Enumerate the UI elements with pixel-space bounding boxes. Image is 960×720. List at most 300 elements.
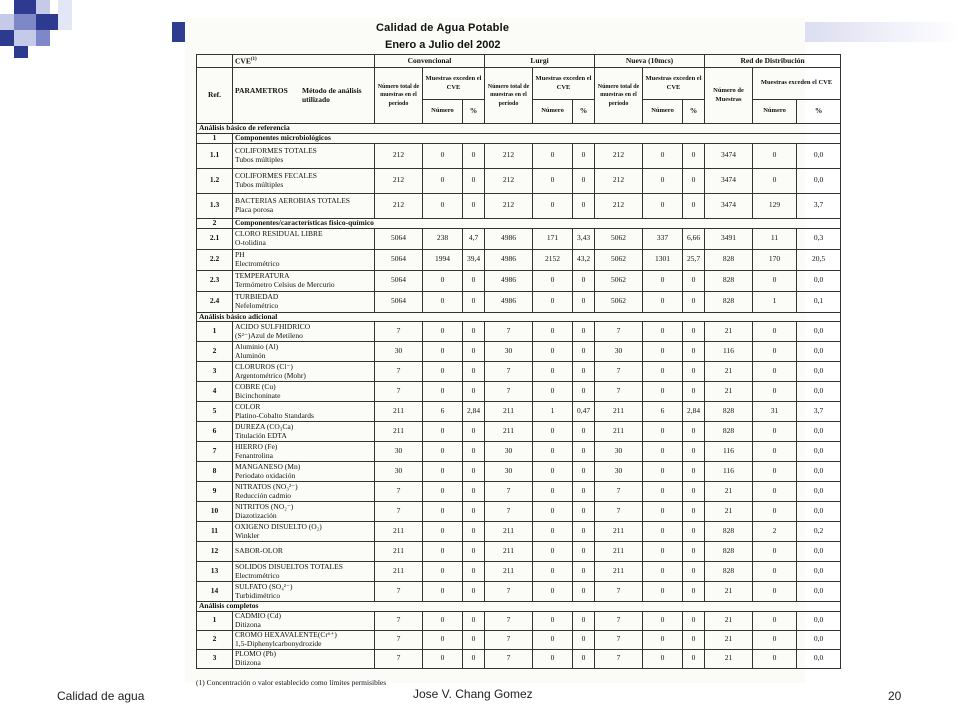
value-cell: 0 <box>463 502 485 522</box>
value-cell: 0 <box>643 611 683 630</box>
value-cell: 7 <box>595 611 643 630</box>
value-cell: 0,0 <box>797 562 841 582</box>
parameter-cell <box>233 362 375 382</box>
ref-header: Ref. <box>197 68 233 124</box>
row-ref: 1.2 <box>197 168 233 193</box>
parameter-method: Tubos múltiples <box>235 179 284 189</box>
value-cell: 211 <box>595 402 643 422</box>
value-cell: 7 <box>485 611 533 630</box>
value-cell: 7 <box>375 582 423 602</box>
row-ref: 4 <box>197 382 233 402</box>
parameter-cell <box>233 291 375 312</box>
value-cell: 211 <box>375 402 423 422</box>
parameter-name: SULFATO (SO₄²⁻) <box>235 582 293 591</box>
value-cell: 7 <box>485 482 533 502</box>
value-cell: 0 <box>463 522 485 542</box>
value-cell: 0 <box>573 168 595 193</box>
value-cell: 7 <box>375 630 423 649</box>
value-cell: 0,0 <box>797 382 841 402</box>
value-cell: 4986 <box>485 291 533 312</box>
parameter-name: CADMIO (Cd) <box>235 611 282 620</box>
value-cell: 0 <box>463 649 485 668</box>
value-cell: 211 <box>375 562 423 582</box>
value-cell: 0 <box>643 362 683 382</box>
value-cell: 0,0 <box>797 462 841 482</box>
parameter-name: DUREZA (CO₃Ca) <box>235 422 294 431</box>
deco-square <box>14 30 36 46</box>
value-cell: 4986 <box>485 249 533 270</box>
value-cell: 0 <box>463 462 485 482</box>
subsection-row <box>197 133 841 143</box>
numero-header: Número <box>753 100 797 124</box>
value-cell: 0 <box>643 143 683 168</box>
parameter-name: Aluminio (Al) <box>235 342 279 351</box>
table-row <box>197 402 841 422</box>
row-ref: 1 <box>197 611 233 630</box>
parameter-method: Argentométrico (Mohr) <box>235 370 306 380</box>
value-cell: 0,1 <box>797 291 841 312</box>
value-cell: 0 <box>423 582 463 602</box>
parameter-method: 1,5-Diphenylcarbonydrozide <box>235 638 322 648</box>
value-cell: 238 <box>423 228 463 249</box>
parameter-method: Turbidimétrico <box>235 590 281 600</box>
header-cell <box>197 55 233 68</box>
numero-total-header: Número total de muestras en el periodo <box>485 68 533 124</box>
table-row <box>197 143 841 168</box>
parameter-cell <box>233 562 375 582</box>
parameter-name: SOLIDOS DISUELTOS TOTALES <box>235 562 343 571</box>
footer-author: Jose V. Chang Gomez <box>413 687 533 701</box>
parameter-name: NITRATOS (NO₃²⁻) <box>235 482 298 491</box>
value-cell: 0 <box>753 462 797 482</box>
value-cell: 0,0 <box>797 611 841 630</box>
table-row <box>197 462 841 482</box>
value-cell: 828 <box>705 291 753 312</box>
table-row <box>197 522 841 542</box>
parameter-cell <box>233 649 375 668</box>
parameter-name: CLORO RESIDUAL LIBRE <box>235 229 323 238</box>
value-cell: 0 <box>643 168 683 193</box>
value-cell: 0 <box>533 611 573 630</box>
value-cell: 0 <box>683 442 705 462</box>
deco-square <box>14 0 36 14</box>
value-cell: 21 <box>705 582 753 602</box>
value-cell: 0 <box>643 582 683 602</box>
numero-header: Número <box>643 100 683 124</box>
value-cell: 0 <box>423 422 463 442</box>
value-cell: 0 <box>573 143 595 168</box>
value-cell: 0 <box>573 322 595 342</box>
numero-de-muestras-header: Número de Muestras <box>705 68 753 124</box>
value-cell: 7 <box>485 630 533 649</box>
value-cell: 5062 <box>595 249 643 270</box>
table-row <box>197 322 841 342</box>
parameter-cell <box>233 422 375 442</box>
value-cell: 0,3 <box>797 228 841 249</box>
value-cell: 11 <box>753 228 797 249</box>
value-cell: 7 <box>375 502 423 522</box>
row-ref: 12 <box>197 542 233 562</box>
value-cell: 0 <box>423 322 463 342</box>
value-cell: 21 <box>705 630 753 649</box>
slide-number: 20 <box>888 689 902 703</box>
value-cell: 0 <box>643 382 683 402</box>
value-cell: 0 <box>643 291 683 312</box>
value-cell: 0 <box>643 270 683 291</box>
section-title: Análisis completos <box>197 602 841 612</box>
value-cell: 0,0 <box>797 322 841 342</box>
muestras-exceden-header: Muestras exceden el CVE <box>643 68 705 100</box>
value-cell: 0 <box>573 342 595 362</box>
value-cell: 0 <box>683 582 705 602</box>
value-cell: 0 <box>643 422 683 442</box>
parameter-method: Termómetro Celsius de Mercurio <box>235 279 335 289</box>
parameter-cell <box>233 249 375 270</box>
value-cell: 0 <box>683 193 705 218</box>
metodo-label: Método de análisis utilizado <box>302 86 362 104</box>
deco-square <box>0 30 14 46</box>
value-cell: 7 <box>595 502 643 522</box>
row-ref: 10 <box>197 502 233 522</box>
parameter-method: Platino-Cobalto Standards <box>235 410 314 420</box>
value-cell: 0 <box>573 362 595 382</box>
value-cell: 2 <box>753 522 797 542</box>
value-cell: 0 <box>643 322 683 342</box>
numero-total-header: Número total de muestras en el periodo <box>375 68 423 124</box>
table-row <box>197 562 841 582</box>
value-cell: 7 <box>595 382 643 402</box>
value-cell: 7 <box>375 482 423 502</box>
subsection-title: Componentes microbiológicos <box>233 133 841 143</box>
value-cell: 828 <box>705 422 753 442</box>
value-cell: 0 <box>463 342 485 362</box>
value-cell: 0 <box>753 482 797 502</box>
plant-header-nueva: Nueva (10mcs) <box>595 55 705 68</box>
plant-header-red: Red de Distribución <box>705 55 841 68</box>
row-ref: 1.1 <box>197 143 233 168</box>
value-cell: 0 <box>533 482 573 502</box>
value-cell: 0 <box>463 422 485 442</box>
value-cell: 7 <box>595 362 643 382</box>
value-cell: 2152 <box>533 249 573 270</box>
value-cell: 0 <box>463 562 485 582</box>
value-cell: 0 <box>533 582 573 602</box>
value-cell: 3474 <box>705 143 753 168</box>
row-ref: 8 <box>197 462 233 482</box>
value-cell: 0 <box>753 362 797 382</box>
value-cell: 5062 <box>595 291 643 312</box>
parameter-name: OXIGENO DISUELTO (O₂) <box>235 522 322 531</box>
value-cell: 0 <box>683 362 705 382</box>
value-cell: 0 <box>423 270 463 291</box>
value-cell: 0,0 <box>797 342 841 362</box>
value-cell: 0 <box>533 193 573 218</box>
value-cell: 0 <box>643 502 683 522</box>
value-cell: 0 <box>643 522 683 542</box>
value-cell: 0 <box>533 270 573 291</box>
value-cell: 0 <box>533 462 573 482</box>
value-cell: 30 <box>595 342 643 362</box>
value-cell: 21 <box>705 611 753 630</box>
value-cell: 0 <box>753 442 797 462</box>
value-cell: 7 <box>375 611 423 630</box>
parameter-name: ACIDO SULFHIDRICO <box>235 322 311 331</box>
value-cell: 0 <box>463 611 485 630</box>
value-cell: 0 <box>573 562 595 582</box>
parameter-name: NITRITOS (NO₂⁻) <box>235 502 294 511</box>
value-cell: 0 <box>753 322 797 342</box>
parameter-method: Placa porosa <box>235 204 274 214</box>
footnote: (1) Concentración o valor establecido como límites permisibles <box>196 678 387 687</box>
table-row <box>197 249 841 270</box>
value-cell: 0 <box>423 502 463 522</box>
value-cell: 0 <box>573 270 595 291</box>
parameter-name: COLIFORMES FECALES <box>235 171 317 180</box>
value-cell: 0 <box>573 482 595 502</box>
parameter-method: Ditizona <box>235 619 261 629</box>
value-cell: 21 <box>705 482 753 502</box>
deco-square <box>58 0 72 30</box>
value-cell: 0 <box>683 542 705 562</box>
value-cell: 212 <box>595 168 643 193</box>
value-cell: 7 <box>485 582 533 602</box>
deco-square <box>14 14 36 30</box>
row-ref: 1.3 <box>197 193 233 218</box>
parameter-method: Titulación EDTA <box>235 430 287 440</box>
value-cell: 0 <box>533 422 573 442</box>
plant-header-convencional: Convencional <box>375 55 485 68</box>
row-ref: 5 <box>197 402 233 422</box>
value-cell: 0 <box>753 342 797 362</box>
parameter-cell <box>233 611 375 630</box>
value-cell: 0 <box>423 542 463 562</box>
value-cell: 212 <box>485 193 533 218</box>
table-row <box>197 193 841 218</box>
table-row <box>197 630 841 649</box>
pct-header: % <box>573 100 595 124</box>
value-cell: 170 <box>753 249 797 270</box>
value-cell: 211 <box>595 422 643 442</box>
value-cell: 20,5 <box>797 249 841 270</box>
value-cell: 0,2 <box>797 522 841 542</box>
value-cell: 0 <box>463 143 485 168</box>
value-cell: 30 <box>595 462 643 482</box>
value-cell: 0 <box>423 462 463 482</box>
value-cell: 30 <box>375 342 423 362</box>
pct-header: % <box>463 100 485 124</box>
value-cell: 0 <box>753 630 797 649</box>
parameter-method: Winkler <box>235 530 260 540</box>
value-cell: 0,0 <box>797 649 841 668</box>
value-cell: 0 <box>683 630 705 649</box>
parameter-cell <box>233 270 375 291</box>
value-cell: 0 <box>573 502 595 522</box>
parameter-cell <box>233 193 375 218</box>
value-cell: 0 <box>753 562 797 582</box>
value-cell: 116 <box>705 462 753 482</box>
value-cell: 0 <box>463 193 485 218</box>
row-ref: 13 <box>197 562 233 582</box>
value-cell: 4986 <box>485 228 533 249</box>
value-cell: 0 <box>533 322 573 342</box>
value-cell: 7 <box>485 362 533 382</box>
value-cell: 0 <box>573 542 595 562</box>
parameter-method: Electrométrico <box>235 258 280 268</box>
value-cell: 0 <box>573 611 595 630</box>
value-cell: 828 <box>705 542 753 562</box>
row-ref: 3 <box>197 362 233 382</box>
value-cell: 0 <box>533 291 573 312</box>
parameter-method: Tubos múltiples <box>235 154 284 164</box>
value-cell: 7 <box>375 649 423 668</box>
document-title: Calidad de Agua Potable <box>376 22 510 34</box>
parameter-method: Ditizona <box>235 657 261 667</box>
value-cell: 0 <box>573 582 595 602</box>
value-cell: 828 <box>705 522 753 542</box>
value-cell: 0 <box>643 193 683 218</box>
value-cell: 5062 <box>595 228 643 249</box>
value-cell: 0 <box>753 422 797 442</box>
table-row <box>197 542 841 562</box>
value-cell: 0 <box>533 630 573 649</box>
parametros-header <box>233 68 375 124</box>
parameter-name: HIERRO (Fe) <box>235 442 278 451</box>
value-cell: 0 <box>533 562 573 582</box>
parameter-cell <box>233 382 375 402</box>
value-cell: 0 <box>643 649 683 668</box>
value-cell: 211 <box>485 402 533 422</box>
value-cell: 0 <box>573 193 595 218</box>
value-cell: 0 <box>423 143 463 168</box>
value-cell: 4,7 <box>463 228 485 249</box>
value-cell: 0 <box>463 322 485 342</box>
value-cell: 0 <box>423 482 463 502</box>
parameter-cell <box>233 630 375 649</box>
value-cell: 212 <box>485 168 533 193</box>
value-cell: 30 <box>485 342 533 362</box>
parameter-cell <box>233 342 375 362</box>
value-cell: 828 <box>705 270 753 291</box>
row-ref: 2.3 <box>197 270 233 291</box>
value-cell: 30 <box>375 462 423 482</box>
value-cell: 5064 <box>375 291 423 312</box>
value-cell: 3474 <box>705 168 753 193</box>
value-cell: 0 <box>753 611 797 630</box>
value-cell: 211 <box>375 542 423 562</box>
deco-square <box>0 14 14 30</box>
value-cell: 0 <box>643 562 683 582</box>
parameter-method: Electrométrico <box>235 570 280 580</box>
value-cell: 30 <box>595 442 643 462</box>
value-cell: 21 <box>705 382 753 402</box>
value-cell: 7 <box>485 649 533 668</box>
value-cell: 211 <box>485 422 533 442</box>
value-cell: 0 <box>573 291 595 312</box>
value-cell: 171 <box>533 228 573 249</box>
value-cell: 21 <box>705 362 753 382</box>
value-cell: 828 <box>705 402 753 422</box>
value-cell: 0,0 <box>797 362 841 382</box>
muestras-exceden-header: Muestras exceden el CVE <box>533 68 595 100</box>
value-cell: 3,7 <box>797 193 841 218</box>
value-cell: 0 <box>423 649 463 668</box>
value-cell: 5062 <box>595 270 643 291</box>
value-cell: 0,0 <box>797 143 841 168</box>
value-cell: 1301 <box>643 249 683 270</box>
value-cell: 0 <box>423 522 463 542</box>
table-row <box>197 582 841 602</box>
parameter-cell <box>233 522 375 542</box>
value-cell: 30 <box>375 442 423 462</box>
value-cell: 0 <box>683 502 705 522</box>
value-cell: 0 <box>533 522 573 542</box>
table-row <box>197 442 841 462</box>
value-cell: 0 <box>683 482 705 502</box>
parameter-name: CROMO HEXAVALENTE(Cr⁶⁺) <box>235 630 337 639</box>
value-cell: 39,4 <box>463 249 485 270</box>
value-cell: 30 <box>485 462 533 482</box>
value-cell: 0,0 <box>797 582 841 602</box>
subsection-ref: 1 <box>197 133 233 143</box>
value-cell: 0 <box>683 522 705 542</box>
value-cell: 7 <box>485 382 533 402</box>
value-cell: 0,0 <box>797 442 841 462</box>
value-cell: 211 <box>595 562 643 582</box>
table-row <box>197 342 841 362</box>
value-cell: 0 <box>643 482 683 502</box>
value-cell: 0 <box>683 322 705 342</box>
parameter-name: TEMPERATURA <box>235 271 290 280</box>
deco-square <box>14 46 28 58</box>
value-cell: 7 <box>595 649 643 668</box>
parameter-cell <box>233 542 375 562</box>
section-row <box>197 124 841 134</box>
value-cell: 116 <box>705 342 753 362</box>
value-cell: 211 <box>485 542 533 562</box>
table-row <box>197 228 841 249</box>
value-cell: 0 <box>423 342 463 362</box>
value-cell: 0,0 <box>797 168 841 193</box>
pct-header: % <box>797 100 841 124</box>
table-row <box>197 291 841 312</box>
value-cell: 0 <box>683 382 705 402</box>
value-cell: 21 <box>705 649 753 668</box>
value-cell: 0 <box>463 542 485 562</box>
value-cell: 0 <box>643 630 683 649</box>
value-cell: 828 <box>705 562 753 582</box>
value-cell: 0 <box>533 442 573 462</box>
value-cell: 7 <box>595 322 643 342</box>
value-cell: 6 <box>423 402 463 422</box>
value-cell: 212 <box>375 168 423 193</box>
section-row <box>197 602 841 612</box>
value-cell: 0 <box>533 542 573 562</box>
value-cell: 0 <box>423 442 463 462</box>
parameter-name: CLORUROS (Cl⁻) <box>235 362 293 371</box>
value-cell: 0 <box>683 168 705 193</box>
value-cell: 0 <box>643 442 683 462</box>
parameter-name: PLOMO (Pb) <box>235 649 277 658</box>
value-cell: 5064 <box>375 249 423 270</box>
value-cell: 0 <box>683 649 705 668</box>
value-cell: 0 <box>683 143 705 168</box>
value-cell: 0,47 <box>573 402 595 422</box>
parametros-label: PARAMETROS <box>235 86 288 95</box>
value-cell: 0 <box>643 462 683 482</box>
value-cell: 0 <box>643 542 683 562</box>
parameter-cell <box>233 582 375 602</box>
row-ref: 3 <box>197 649 233 668</box>
